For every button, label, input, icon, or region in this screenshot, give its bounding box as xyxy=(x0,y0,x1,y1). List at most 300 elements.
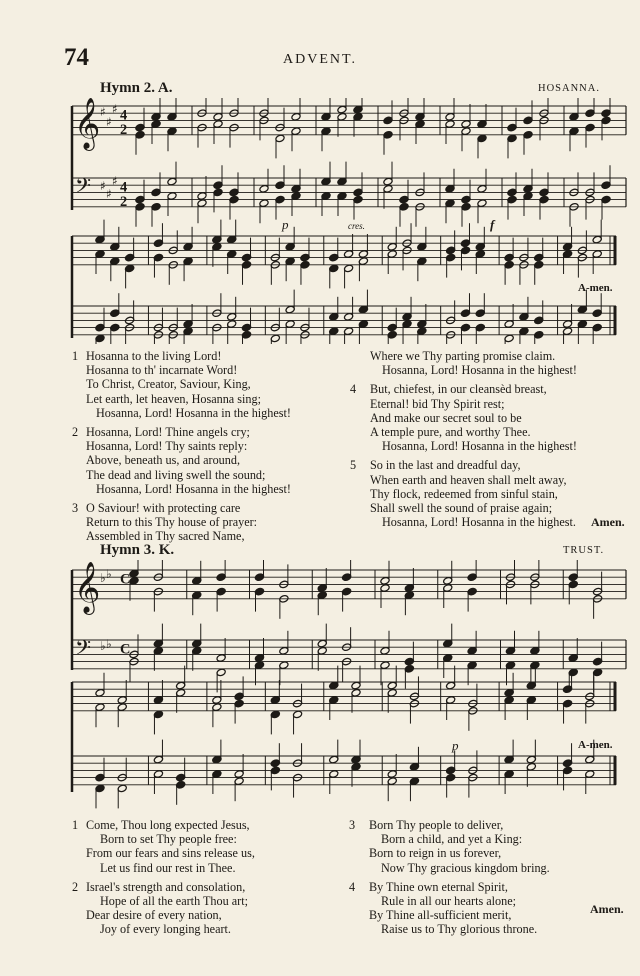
hymn2-tune-name: HOSANNA. xyxy=(538,83,600,94)
time-signature: 4 xyxy=(120,107,128,124)
verse-line: Hosanna, Lord! Thy saints reply: xyxy=(86,439,248,454)
quarter-note xyxy=(254,587,264,611)
quarter-note xyxy=(321,192,331,216)
quarter-note xyxy=(534,331,544,344)
verse-stanza xyxy=(72,818,352,875)
quarter-note xyxy=(443,654,453,678)
hymn3-staff-notation xyxy=(60,560,628,810)
verse-line: Born to set Thy people free: xyxy=(100,832,237,847)
amen-music-label: A-men. xyxy=(578,739,613,751)
quarter-note xyxy=(505,631,515,655)
half-note xyxy=(167,162,177,186)
quarter-note xyxy=(216,560,226,581)
half-note xyxy=(402,223,412,247)
half-note xyxy=(592,220,602,244)
quarter-note xyxy=(229,195,239,219)
half-note xyxy=(153,560,163,581)
quarter-note xyxy=(477,134,487,158)
half-note xyxy=(153,740,163,764)
quarter-note xyxy=(212,220,222,244)
bass-clef: 𝄢 xyxy=(75,635,92,665)
half-note xyxy=(443,584,453,608)
quarter-note xyxy=(601,165,611,189)
quarter-note xyxy=(153,647,163,671)
half-note xyxy=(167,192,177,216)
quarter-note xyxy=(415,120,425,144)
half-note xyxy=(593,595,603,619)
quarter-note xyxy=(534,261,544,285)
quarter-note xyxy=(321,98,331,121)
half-note xyxy=(383,162,393,186)
half-note xyxy=(300,308,310,332)
key-signature: ♯ xyxy=(112,174,118,188)
quarter-note xyxy=(254,560,264,581)
quarter-note xyxy=(417,304,427,328)
quarter-note xyxy=(404,568,414,592)
quarter-note xyxy=(329,297,339,321)
quarter-note xyxy=(585,123,595,147)
verse-line: To Christ, Creator, Saviour, King, xyxy=(86,377,251,392)
hymn2-title: Hymn 2. A. xyxy=(100,80,173,96)
quarter-note xyxy=(151,203,161,227)
half-note xyxy=(519,261,529,285)
quarter-note xyxy=(351,740,361,764)
verse-line: Hope of all the earth Thou art; xyxy=(100,894,249,909)
quarter-note xyxy=(467,587,477,611)
hymn3-amen: Amen. xyxy=(590,902,624,916)
half-note xyxy=(292,684,302,708)
quarter-note xyxy=(387,331,397,344)
verse-stanza xyxy=(350,458,632,529)
quarter-note xyxy=(523,192,533,216)
quarter-note xyxy=(213,188,223,212)
quarter-note xyxy=(461,203,471,227)
half-note xyxy=(387,754,397,778)
quarter-note xyxy=(241,261,251,285)
quarter-note xyxy=(504,673,514,697)
quarter-note xyxy=(460,323,470,344)
half-note xyxy=(445,98,455,121)
quarter-note xyxy=(153,253,163,277)
key-signature: ♯ xyxy=(112,102,118,116)
quarter-note xyxy=(443,624,453,648)
time-signature: C xyxy=(120,571,131,588)
quarter-note xyxy=(562,669,572,693)
quarter-note xyxy=(534,238,544,262)
quarter-note xyxy=(460,223,470,247)
treble-clef: 𝄞 xyxy=(74,98,101,149)
key-signature: ♭ xyxy=(106,567,112,581)
quarter-note xyxy=(562,743,572,767)
verse-line: From our fears and sins release us, xyxy=(86,846,255,861)
quarter-note xyxy=(151,172,161,196)
quarter-note xyxy=(300,238,310,262)
quarter-note xyxy=(321,127,331,151)
quarter-note xyxy=(353,113,363,137)
verse-stanza xyxy=(349,880,589,937)
half-note xyxy=(291,98,301,121)
quarter-note xyxy=(358,290,368,314)
half-note xyxy=(399,98,409,117)
half-note xyxy=(292,743,302,767)
quarter-note xyxy=(585,98,595,117)
quarter-note xyxy=(460,246,470,270)
verse-line: Hosanna, Lord! Hosanna in the highest! xyxy=(96,481,291,496)
quarter-note xyxy=(351,763,361,787)
verse-line: O Saviour! with protecting care xyxy=(86,501,241,516)
half-note xyxy=(168,261,178,285)
quarter-note xyxy=(285,257,295,281)
verse-line: Hosanna, Lord! Hosanna in the highest! xyxy=(382,439,577,454)
half-note xyxy=(519,238,529,262)
half-note xyxy=(468,750,478,774)
half-note xyxy=(279,595,289,619)
half-note xyxy=(125,323,135,344)
quarter-note xyxy=(475,227,485,251)
half-note xyxy=(279,564,289,588)
quarter-note xyxy=(504,238,514,262)
quarter-note xyxy=(404,642,414,666)
quarter-note xyxy=(568,560,578,581)
half-note xyxy=(342,657,352,681)
quarter-note xyxy=(227,220,237,244)
verse-line: Joy of every longing heart. xyxy=(100,922,231,937)
quarter-note xyxy=(213,165,223,189)
half-note xyxy=(342,627,352,651)
quarter-note xyxy=(409,777,419,801)
verse-stanza xyxy=(72,425,352,496)
half-note xyxy=(197,176,207,200)
half-note xyxy=(212,293,222,317)
half-note xyxy=(387,250,397,274)
verse-line: Come, Thou long expected Jesus, xyxy=(86,818,250,832)
verse-line: Hosanna to the living Lord! xyxy=(86,349,222,363)
quarter-note xyxy=(409,747,419,771)
quarter-note xyxy=(504,770,514,794)
half-note xyxy=(468,773,478,797)
quarter-note xyxy=(417,327,427,344)
key-signature: ♯ xyxy=(106,115,112,129)
half-note xyxy=(577,230,587,254)
half-note xyxy=(317,624,327,648)
quarter-note xyxy=(192,561,202,585)
quarter-note xyxy=(216,587,226,611)
quarter-note xyxy=(95,220,105,244)
verse-line: Dear desire of every nation, xyxy=(86,908,222,923)
half-note xyxy=(539,116,549,140)
half-note xyxy=(285,320,295,344)
quarter-note xyxy=(519,327,529,344)
verse-line: Born a child, and yet a King: xyxy=(381,832,523,847)
verse-line: Hosanna, Lord! Hosanna in the highest. xyxy=(382,515,576,530)
half-note xyxy=(505,560,515,581)
verse-stanza xyxy=(72,501,352,544)
quarter-note xyxy=(167,127,177,151)
quarter-note xyxy=(446,253,456,277)
dynamic-piano: p xyxy=(282,217,289,232)
half-note xyxy=(229,123,239,147)
quarter-note xyxy=(270,766,280,790)
half-note xyxy=(129,657,139,681)
half-note xyxy=(530,580,540,604)
hymn3-tune-name: TRUST. xyxy=(563,545,605,556)
half-note xyxy=(275,134,285,158)
key-signature: ♭ xyxy=(100,639,106,653)
quarter-note xyxy=(234,699,244,723)
quarter-note xyxy=(337,162,347,186)
quarter-note xyxy=(417,227,427,251)
half-note xyxy=(477,199,487,223)
half-note xyxy=(446,300,456,324)
half-note xyxy=(402,246,412,270)
half-note xyxy=(461,127,471,151)
half-note xyxy=(387,689,397,713)
half-note xyxy=(351,689,361,713)
quarter-note xyxy=(383,100,393,124)
verse-number: 1 xyxy=(72,818,79,832)
half-note xyxy=(585,195,595,219)
half-note xyxy=(197,199,207,223)
half-note xyxy=(153,331,163,344)
quarter-note xyxy=(383,131,393,155)
half-note xyxy=(153,587,163,611)
half-note xyxy=(259,169,269,193)
half-note xyxy=(562,304,572,328)
half-note xyxy=(593,572,603,596)
verse-line: Thy flock, redeemed from sinful stain, xyxy=(370,486,558,501)
hymn2-music-score xyxy=(60,98,628,344)
verse-line: Assembled in Thy sacred Name, xyxy=(86,529,245,544)
verse-number: 3 xyxy=(72,501,79,516)
hymn2-staff-notation xyxy=(60,98,628,344)
hymn3-verses-left xyxy=(72,818,352,942)
half-note xyxy=(409,676,419,700)
half-note xyxy=(443,561,453,585)
quarter-note xyxy=(568,638,578,662)
quarter-note xyxy=(353,195,363,219)
quarter-note xyxy=(183,227,193,251)
quarter-note xyxy=(329,696,339,720)
quarter-note xyxy=(234,676,244,700)
half-note xyxy=(399,116,409,140)
running-head: ADVENT. xyxy=(282,52,357,67)
quarter-note xyxy=(534,300,544,324)
half-note xyxy=(227,297,237,321)
quarter-note xyxy=(530,631,540,655)
half-note xyxy=(168,331,178,344)
quarter-note xyxy=(417,257,427,281)
half-note xyxy=(275,108,285,132)
quarter-note xyxy=(275,195,285,219)
half-note xyxy=(592,250,602,274)
quarter-note xyxy=(153,223,163,247)
verse-number: 2 xyxy=(72,879,79,894)
half-note xyxy=(292,773,302,797)
quarter-note xyxy=(110,227,120,251)
verse-line: Where we Thy parting promise claim. xyxy=(370,349,556,363)
quarter-note xyxy=(192,647,202,671)
verse-line: A temple pure, and worthy Thee. xyxy=(370,425,531,440)
quarter-note xyxy=(337,192,347,216)
quarter-note xyxy=(135,180,145,204)
quarter-note xyxy=(593,642,603,666)
quarter-note xyxy=(291,192,301,216)
half-note xyxy=(344,327,354,344)
quarter-note xyxy=(402,297,412,321)
quarter-note xyxy=(404,591,414,615)
quarter-note xyxy=(467,631,477,655)
quarter-note xyxy=(446,230,456,254)
quarter-note xyxy=(183,304,193,328)
half-note xyxy=(95,703,105,727)
half-note xyxy=(153,770,163,794)
quarter-note xyxy=(507,195,517,219)
quarter-note xyxy=(601,116,611,140)
half-note xyxy=(468,707,478,731)
key-signature: ♯ xyxy=(100,105,106,119)
quarter-note xyxy=(504,740,514,764)
verse-line: Hosanna to th' incarnate Word! xyxy=(86,363,238,378)
verse-line: But, chiefest, in our cleansèd breast, xyxy=(370,382,547,397)
verse-stanza xyxy=(72,880,352,937)
verse-line: Above, beneath us, and around, xyxy=(86,453,240,468)
treble-clef: 𝄞 xyxy=(74,560,101,613)
quarter-note xyxy=(446,773,456,797)
quarter-note xyxy=(577,320,587,344)
verse-number: 1 xyxy=(72,349,79,363)
quarter-note xyxy=(475,250,485,274)
quarter-note xyxy=(167,98,177,121)
half-note xyxy=(229,98,239,117)
dynamic-forte: f xyxy=(490,217,495,232)
quarter-note xyxy=(562,699,572,723)
quarter-note xyxy=(399,180,409,204)
quarter-note xyxy=(95,334,105,344)
half-note xyxy=(446,696,456,720)
verse-line: Born Thy people to deliver, xyxy=(369,818,504,832)
quarter-note xyxy=(270,680,280,704)
half-note xyxy=(285,290,295,314)
half-note xyxy=(468,684,478,708)
quarter-note xyxy=(460,293,470,317)
half-note xyxy=(129,634,139,658)
quarter-note xyxy=(399,203,409,227)
half-note xyxy=(125,300,135,324)
half-note xyxy=(212,323,222,344)
half-note xyxy=(445,120,455,144)
half-note xyxy=(358,257,368,281)
half-note xyxy=(329,740,339,764)
bass-clef: 𝄢 xyxy=(75,173,92,203)
quarter-note xyxy=(241,308,251,332)
quarter-note xyxy=(601,195,611,219)
quarter-note xyxy=(461,180,471,204)
half-note xyxy=(344,234,354,258)
half-note xyxy=(504,334,514,344)
quarter-note xyxy=(129,577,139,601)
dynamic-crescendo: cres. xyxy=(348,221,365,231)
half-note xyxy=(505,580,515,604)
half-note xyxy=(117,758,127,782)
half-note xyxy=(585,172,595,196)
half-note xyxy=(291,127,301,151)
hymn3-verses-right xyxy=(349,818,589,942)
half-note xyxy=(234,754,244,778)
verse-line: Let us find our rest in Thee. xyxy=(100,860,236,875)
half-note xyxy=(227,320,237,344)
quarter-note xyxy=(151,120,161,144)
half-note xyxy=(216,638,226,662)
half-note xyxy=(197,123,207,147)
quarter-note xyxy=(592,293,602,317)
half-note xyxy=(117,784,127,808)
quarter-note xyxy=(135,203,145,227)
quarter-note xyxy=(475,293,485,317)
half-note xyxy=(300,331,310,344)
half-note xyxy=(329,770,339,794)
verse-line: Hosanna, Lord! Hosanna in the highest! xyxy=(96,405,291,420)
quarter-note xyxy=(270,710,280,734)
quarter-note xyxy=(125,238,135,262)
time-signature: 4 xyxy=(120,179,128,196)
quarter-note xyxy=(415,98,425,121)
quarter-note xyxy=(95,758,105,782)
quarter-note xyxy=(254,638,264,662)
quarter-note xyxy=(445,169,455,193)
quarter-note xyxy=(212,770,222,794)
quarter-note xyxy=(569,98,579,121)
half-note xyxy=(259,199,269,223)
half-note xyxy=(380,561,390,585)
quarter-note xyxy=(95,308,105,332)
verse-number: 5 xyxy=(350,458,357,473)
quarter-note xyxy=(445,199,455,223)
half-note xyxy=(585,699,595,723)
key-signature: ♭ xyxy=(100,571,106,585)
half-note xyxy=(585,770,595,794)
quarter-note xyxy=(153,680,163,704)
half-note xyxy=(383,185,393,209)
quarter-note xyxy=(241,238,251,262)
quarter-note xyxy=(562,766,572,790)
half-note xyxy=(526,763,536,787)
quarter-note xyxy=(110,257,120,281)
half-note xyxy=(530,560,540,581)
quarter-note xyxy=(229,172,239,196)
verse-number: 3 xyxy=(349,818,356,832)
quarter-note xyxy=(475,323,485,344)
verse-line: Born to reign in us forever, xyxy=(369,846,502,861)
quarter-note xyxy=(519,297,529,321)
half-note xyxy=(176,689,186,713)
quarter-note xyxy=(601,98,611,117)
half-note xyxy=(259,116,269,140)
half-note xyxy=(270,238,280,262)
quarter-note xyxy=(507,172,517,196)
half-note xyxy=(446,331,456,344)
half-note xyxy=(317,647,327,671)
half-note xyxy=(415,172,425,196)
quarter-note xyxy=(353,172,363,196)
verse-line: Hosanna, Lord! Hosanna in the highest! xyxy=(382,363,577,378)
verse-line: Now Thy gracious kingdom bring. xyxy=(381,860,550,875)
quarter-note xyxy=(291,169,301,193)
quarter-note xyxy=(212,740,222,764)
verse-stanza xyxy=(350,382,632,453)
hymn2-verses-right xyxy=(350,349,632,534)
quarter-note xyxy=(129,560,139,578)
half-note xyxy=(380,584,390,608)
